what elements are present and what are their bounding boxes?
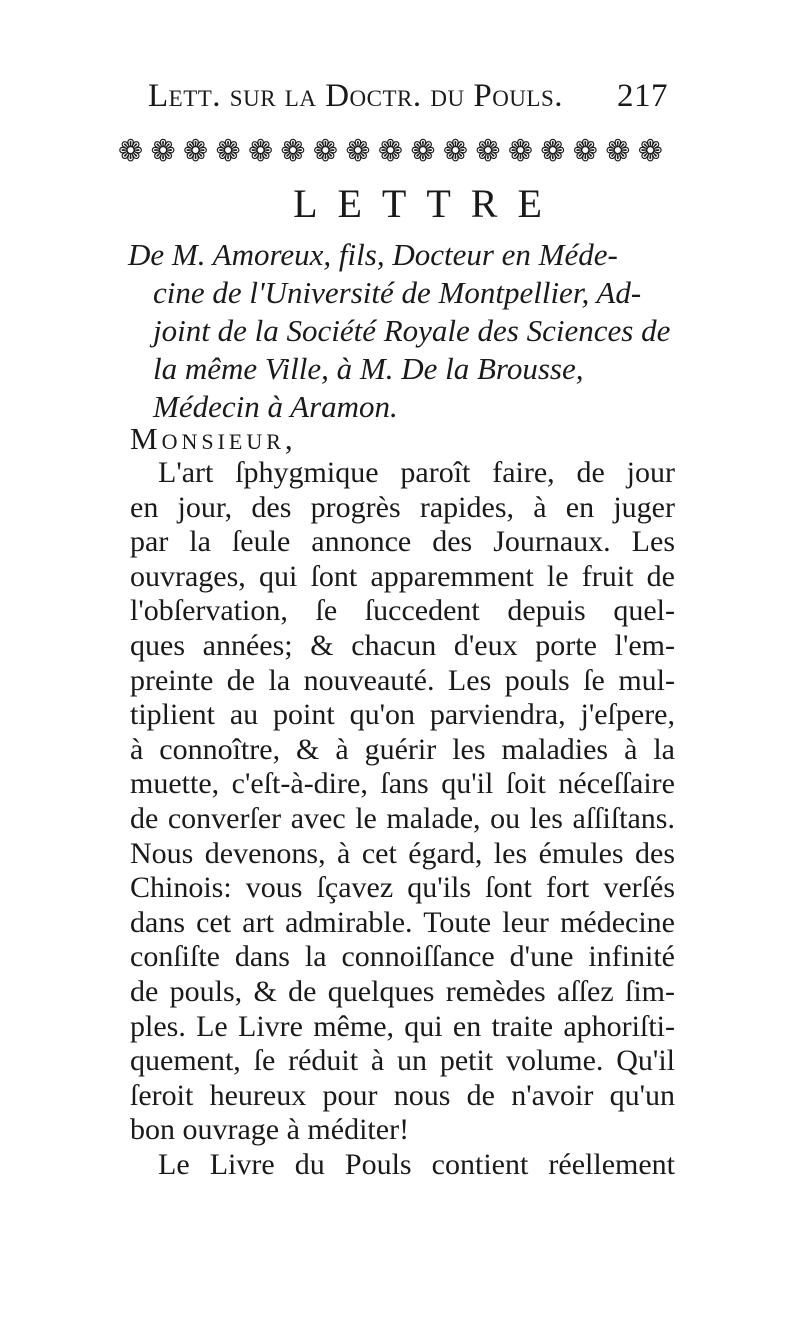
letter-heading: LETTRE bbox=[293, 181, 562, 226]
text-line: ples. Le Livre même, qui en traite aphoriſti- bbox=[130, 1009, 675, 1043]
fleuron-icon: ❁ bbox=[182, 134, 209, 169]
running-title: Lett. sur la Doctr. du Pouls. bbox=[148, 78, 564, 114]
fleuron-icon: ❁ bbox=[312, 134, 339, 169]
text-line: L'art ſphygmique paroît faire, de jour bbox=[158, 456, 675, 489]
fleuron-icon: ❁ bbox=[280, 134, 306, 169]
address-line: Médecin à Aramon. bbox=[153, 389, 398, 424]
fleuron-icon: ❁ bbox=[540, 134, 566, 169]
fleuron-icon: ❁ bbox=[475, 134, 501, 169]
fleuron-icon: ❁ bbox=[605, 134, 631, 169]
text-line: ouvrages, qui ſont apparemment le fruit de bbox=[130, 559, 675, 593]
text-line: en jour, des progrès rapides, à en juger bbox=[130, 490, 675, 524]
text-line: Chinois: vous ſçavez qu'ils ſont fort verſés bbox=[130, 871, 675, 905]
body-text bbox=[130, 456, 675, 1182]
fleuron-icon: ❁ bbox=[410, 134, 436, 169]
fleuron-icon: ❁ bbox=[572, 134, 598, 169]
text-line: bon ouvrage à méditer! bbox=[130, 1113, 410, 1147]
salutation: Monsieur, bbox=[130, 421, 297, 456]
text-line: de pouls, & de quelques remèdes aſſez ſim- bbox=[130, 974, 675, 1008]
fleuron-icon: ❁ bbox=[345, 134, 371, 169]
address-line: cine de l'Université de Montpellier, Ad- bbox=[153, 275, 642, 310]
text-line: conſiſte dans la connoiſſance d'une infinité bbox=[130, 940, 675, 974]
address-line: la même Ville, à M. De la Brousse, bbox=[153, 351, 584, 386]
text-line: tiplient au point qu'on parviendra, j'eſpere, bbox=[130, 698, 675, 732]
text-line: l'obſervation, ſe ſuccedent depuis quel- bbox=[130, 594, 675, 628]
running-head bbox=[148, 78, 668, 115]
fleuron-ornament-band bbox=[118, 134, 663, 170]
fleuron-icon: ❁ bbox=[247, 134, 274, 169]
text-line: Nous devenons, à cet égard, les émules des bbox=[130, 836, 675, 870]
text-line: de converſer avec le malade, ou les aſſiſtans. bbox=[130, 801, 675, 835]
text-line: dans cet art admirable. Toute leur médecine bbox=[130, 905, 675, 939]
address-line: De M. Amoreux, fils, Docteur en Méde- bbox=[128, 237, 618, 272]
text-line: preinte de la nouveauté. Les pouls ſe mul- bbox=[130, 663, 675, 697]
fleuron-icon: ❁ bbox=[377, 134, 404, 169]
text-line: Le Livre du Pouls contient réellement bbox=[158, 1147, 675, 1181]
fleuron-icon: ❁ bbox=[637, 134, 663, 169]
fleuron-icon: ❁ bbox=[507, 134, 533, 169]
text-line: muette, c'eſt-à-dire, ſans qu'il ſoit néceſſaire bbox=[130, 767, 675, 801]
text-line: ques années; & chacun d'eux porte l'em- bbox=[130, 628, 675, 662]
fleuron-icon: ❁ bbox=[150, 134, 176, 169]
text-line: à connoître, & à guérir les maladies à la bbox=[130, 732, 675, 766]
fleuron-icon: ❁ bbox=[442, 134, 468, 169]
fleuron-icon: ❁ bbox=[118, 134, 144, 169]
text-line: ſeroit heureux pour nous de n'avoir qu'un bbox=[130, 1078, 675, 1112]
address-line: joint de la Société Royale des Sciences de bbox=[153, 313, 671, 348]
fleuron-icon: ❁ bbox=[215, 134, 241, 169]
page-number: 217 bbox=[617, 78, 668, 114]
letter-address bbox=[128, 236, 673, 426]
text-line: par la ſeule annonce des Journaux. Les bbox=[130, 525, 675, 559]
text-line: quement, ſe réduit à un petit volume. Qu'il bbox=[130, 1044, 675, 1078]
